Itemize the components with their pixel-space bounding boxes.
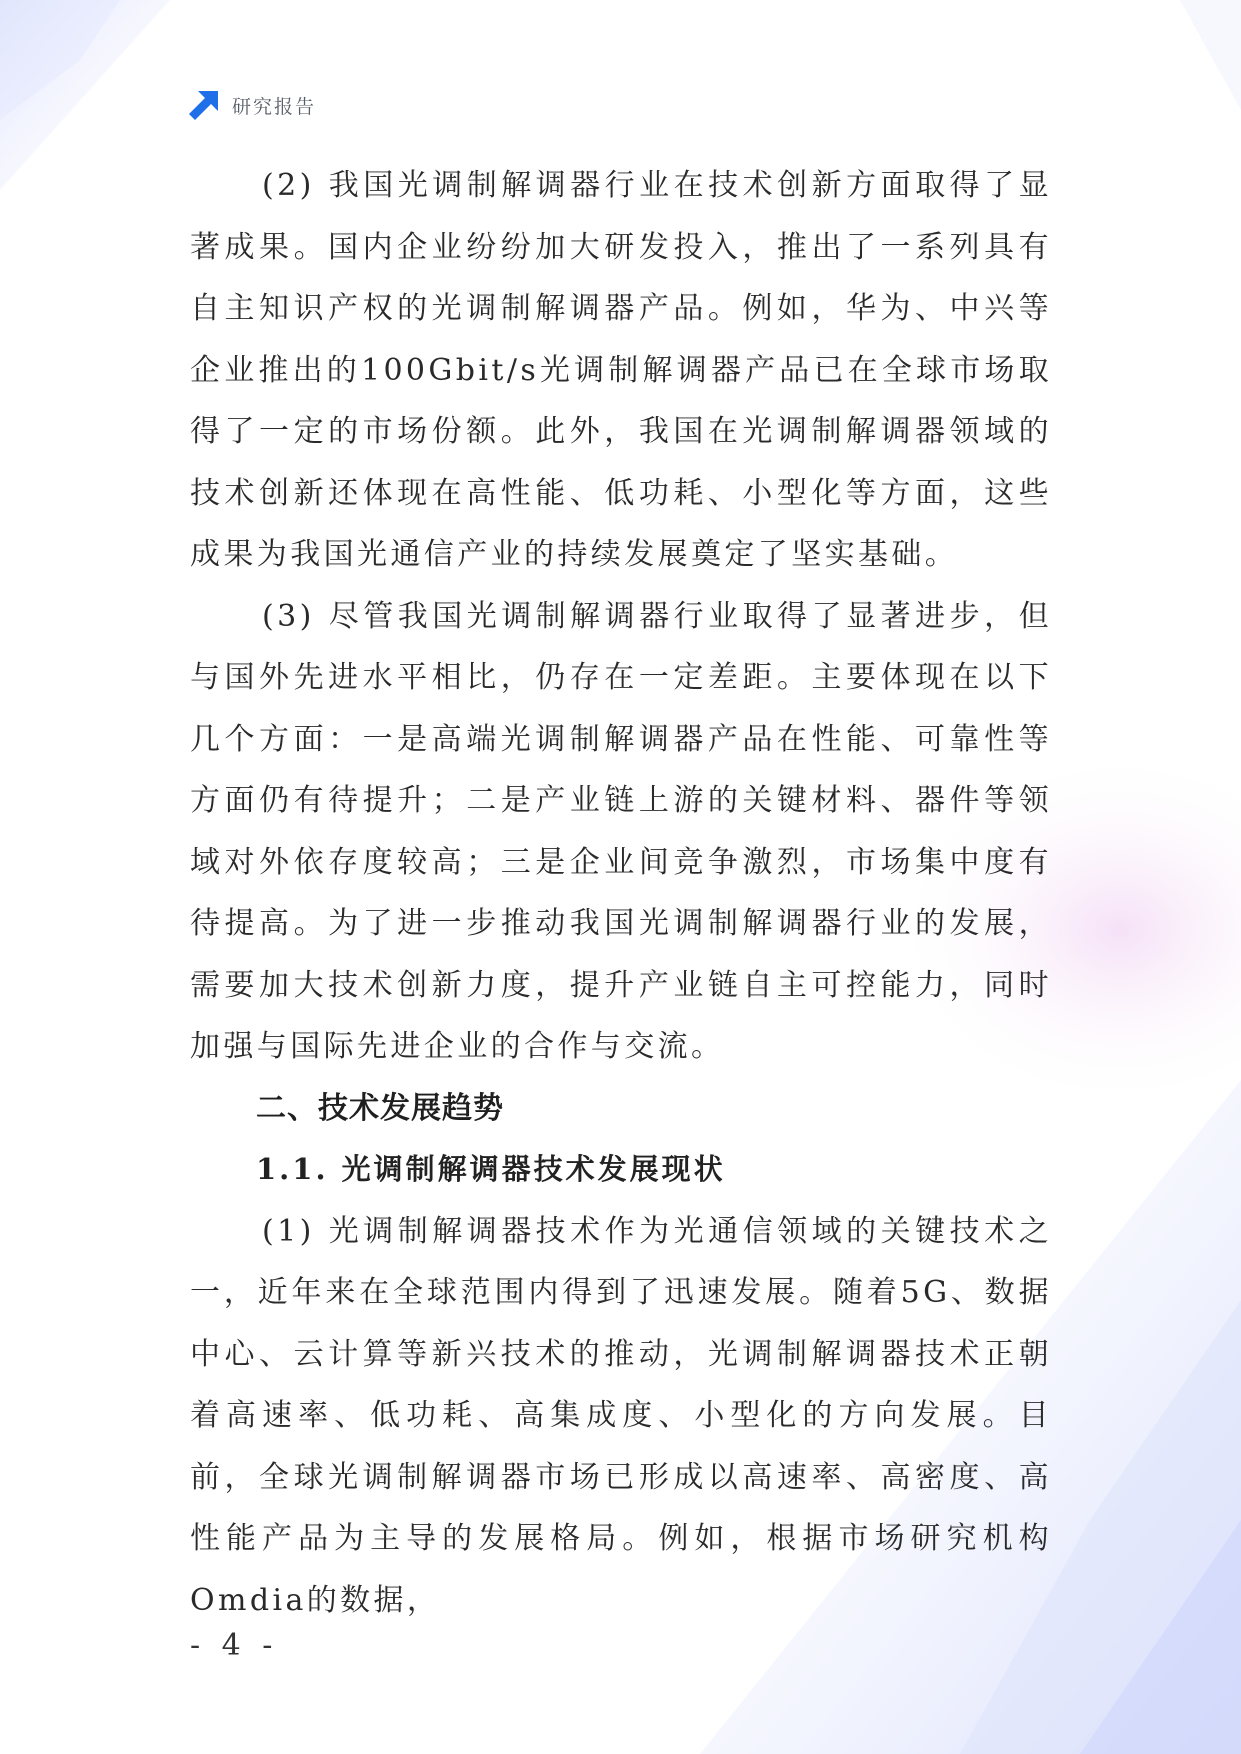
report-header (188, 88, 316, 122)
subsection-heading: 1.1. 光调制解调器技术发展现状 (256, 1152, 726, 1186)
paragraph-1-tech-status: (1) 光调制解调器技术作为光通信领域的关键技术之一，近年来在全球范围内得到了迅速发展。随着5G、数据中心、云计算等新兴技术的推动，光调制解调器技术正朝着高速率、低功耗、高集成度、小型化的方向发展。目前，全球光调制解调器市场已形成以高速率、高密度、高性能产品为主导的发展格局。例如，根据市场研究机构Omdia的数据， (190, 1213, 1052, 1618)
page-number: - 4 - (190, 1628, 279, 1663)
document-body (190, 155, 1052, 1631)
header-title: 研究报告 (232, 95, 317, 118)
section-heading: 二、技术发展趋势 (256, 1090, 504, 1126)
paragraph-2: (2) 我国光调制解调器行业在技术创新方面取得了显著成果。国内企业纷纷加大研发投入，推出了一系列具有自主知识产权的光调制解调器产品。例如，华为、中兴等企业推出的100Gbit/s光调制解调器产品已在全球市场取得了一定的市场份额。此外，我国在光调制解调器领域的技术创新还体现在高性能、低功耗、小型化等方面，这些成果为我国光通信产业的持续发展奠定了坚实基础。 (190, 168, 1052, 572)
paragraph-3: (3) 尽管我国光调制解调器行业取得了显著进步，但与国外先进水平相比，仍存在一定差距。主要体现在以下几个方面：一是高端光调制解调器产品在性能、可靠性等方面仍有待提升；二是产业链上游的关键材料、器件等领域对外依存度较高；三是企业间竞争激烈，市场集中度有待提高。为了进一步推动我国光调制解调器行业的发展，需要加大技术创新力度，提升产业链自主可控能力，同时加强与国际先进企业的合作与交流。 (190, 598, 1052, 1064)
arrow-up-right-icon (188, 89, 220, 121)
